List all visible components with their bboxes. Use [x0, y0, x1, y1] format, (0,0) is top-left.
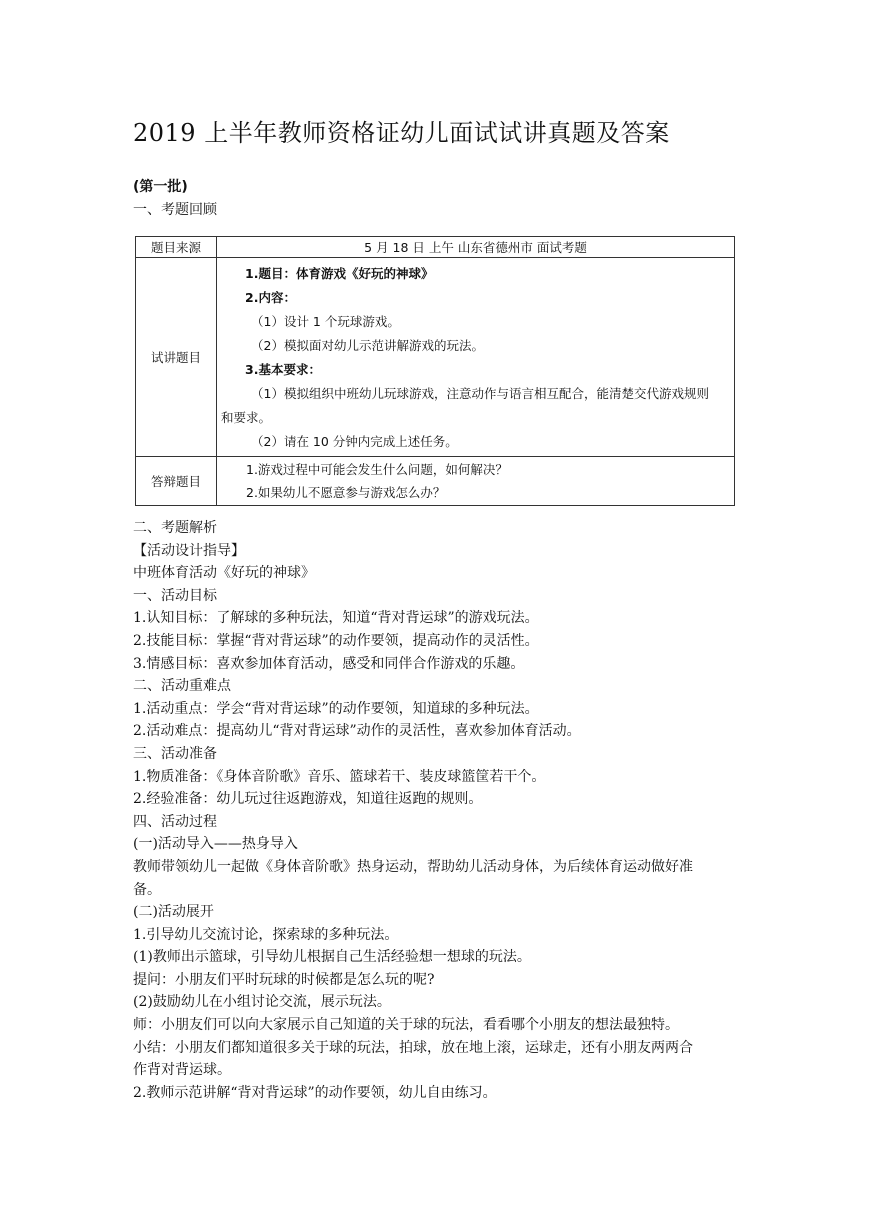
batch-label: (第一批) [133, 179, 188, 195]
text-line: 教师带领幼儿一起做《身体音阶歌》热身运动，帮助幼儿活动身体，为后续体育运动做好准 [133, 858, 693, 875]
text-line: 2.技能目标：掌握“背对背运球”的动作要领，提高动作的灵活性。 [133, 632, 539, 649]
text-line: 小结：小朋友们都知道很多关于球的玩法，拍球，放在地上滚，运球走，还有小朋友两两合 [133, 1039, 693, 1056]
text-line: 一、活动目标 [133, 587, 217, 604]
topic-line: 1.题目：体育游戏《好玩的神球》 [245, 266, 434, 281]
document-title: 2019 上半年教师资格证幼儿面试试讲真题及答案 [133, 119, 670, 147]
text-line: 【活动设计指导】 [133, 542, 245, 559]
text-line: 2.经验准备：幼儿玩过往返跑游戏，知道往返跑的规则。 [133, 791, 483, 808]
table-row [136, 237, 735, 258]
text-line: 1.引导幼儿交流讨论，探索球的多种玩法。 [133, 926, 399, 943]
text-line: 2.教师示范讲解“背对背运球”的动作要领，幼儿自由练习。 [133, 1084, 497, 1101]
text-line: 2.活动难点：提高幼儿“背对背运球”动作的灵活性，喜欢参加体育活动。 [133, 723, 581, 740]
text-line: (二)活动展开 [133, 904, 214, 921]
text-line: 1.活动重点：学会“背对背运球”的动作要领，知道球的多种玩法。 [133, 700, 539, 717]
text-line: 三、活动准备 [133, 745, 217, 762]
text-line: (2)鼓励幼儿在小组讨论交流，展示玩法。 [133, 994, 391, 1011]
topic-line: （2）请在 10 分钟内完成上述任务。 [251, 434, 458, 449]
defense-line: 1.游戏过程中可能会发生什么问题，如何解决？ [246, 462, 508, 477]
topic-line: 和要求。 [221, 410, 272, 425]
defense-question-label: 答辩题目 [136, 457, 217, 506]
defense-question-content [217, 457, 735, 506]
source-label: 题目来源 [136, 237, 217, 258]
text-line: 提问：小朋友们平时玩球的时候都是怎么玩的呢? [133, 971, 435, 988]
table-row [136, 258, 735, 457]
text-line: 中班体育活动《好玩的神球》 [133, 565, 315, 582]
topic-line: 2.内容： [245, 290, 296, 305]
text-line: 二、考题解析 [133, 520, 217, 536]
text-line: 师：小朋友们可以向大家展示自己知道的关于球的玩法，看看哪个小朋友的想法最独特。 [133, 1017, 679, 1034]
document-body [133, 517, 743, 1104]
text-line: 1.物质准备：《身体音阶歌》音乐、篮球若干、装皮球篮筐若干个。 [133, 768, 546, 785]
text-line: 1.认知目标：了解球的多种玩法，知道“背对背运球”的游戏玩法。 [133, 610, 539, 627]
text-line: (1)教师出示篮球，引导幼儿根据自己生活经验想一想球的玩法。 [133, 949, 531, 966]
text-line: 二、活动重难点 [133, 678, 231, 695]
text-line: 四、活动过程 [133, 813, 217, 830]
topic-line: （2）模拟面对幼儿示范讲解游戏的玩法。 [251, 338, 484, 353]
lecture-topic-label: 试讲题目 [136, 258, 217, 457]
source-value: 5 月 18 日 上午 山东省德州市 面试考题 [217, 237, 735, 258]
table-row [136, 457, 735, 506]
defense-line: 2.如果幼儿不愿意参与游戏怎么办？ [246, 485, 446, 500]
exam-question-table [135, 236, 735, 506]
text-line: 3.情感目标：喜欢参加体育活动，感受和同伴合作游戏的乐趣。 [133, 655, 525, 672]
lecture-topic-content [217, 258, 735, 457]
section-heading: 一、考题回顾 [133, 202, 217, 218]
text-line: 作背对背运球。 [133, 1062, 231, 1079]
text-line: (一)活动导入——热身导入 [133, 836, 298, 853]
topic-line: 3.基本要求： [245, 362, 321, 377]
text-line: 备。 [133, 881, 161, 898]
topic-line: （1）设计 1 个玩球游戏。 [251, 314, 400, 329]
topic-line: （1）模拟组织中班幼儿玩球游戏，注意动作与语言相互配合，能清楚交代游戏规则 [251, 386, 709, 401]
